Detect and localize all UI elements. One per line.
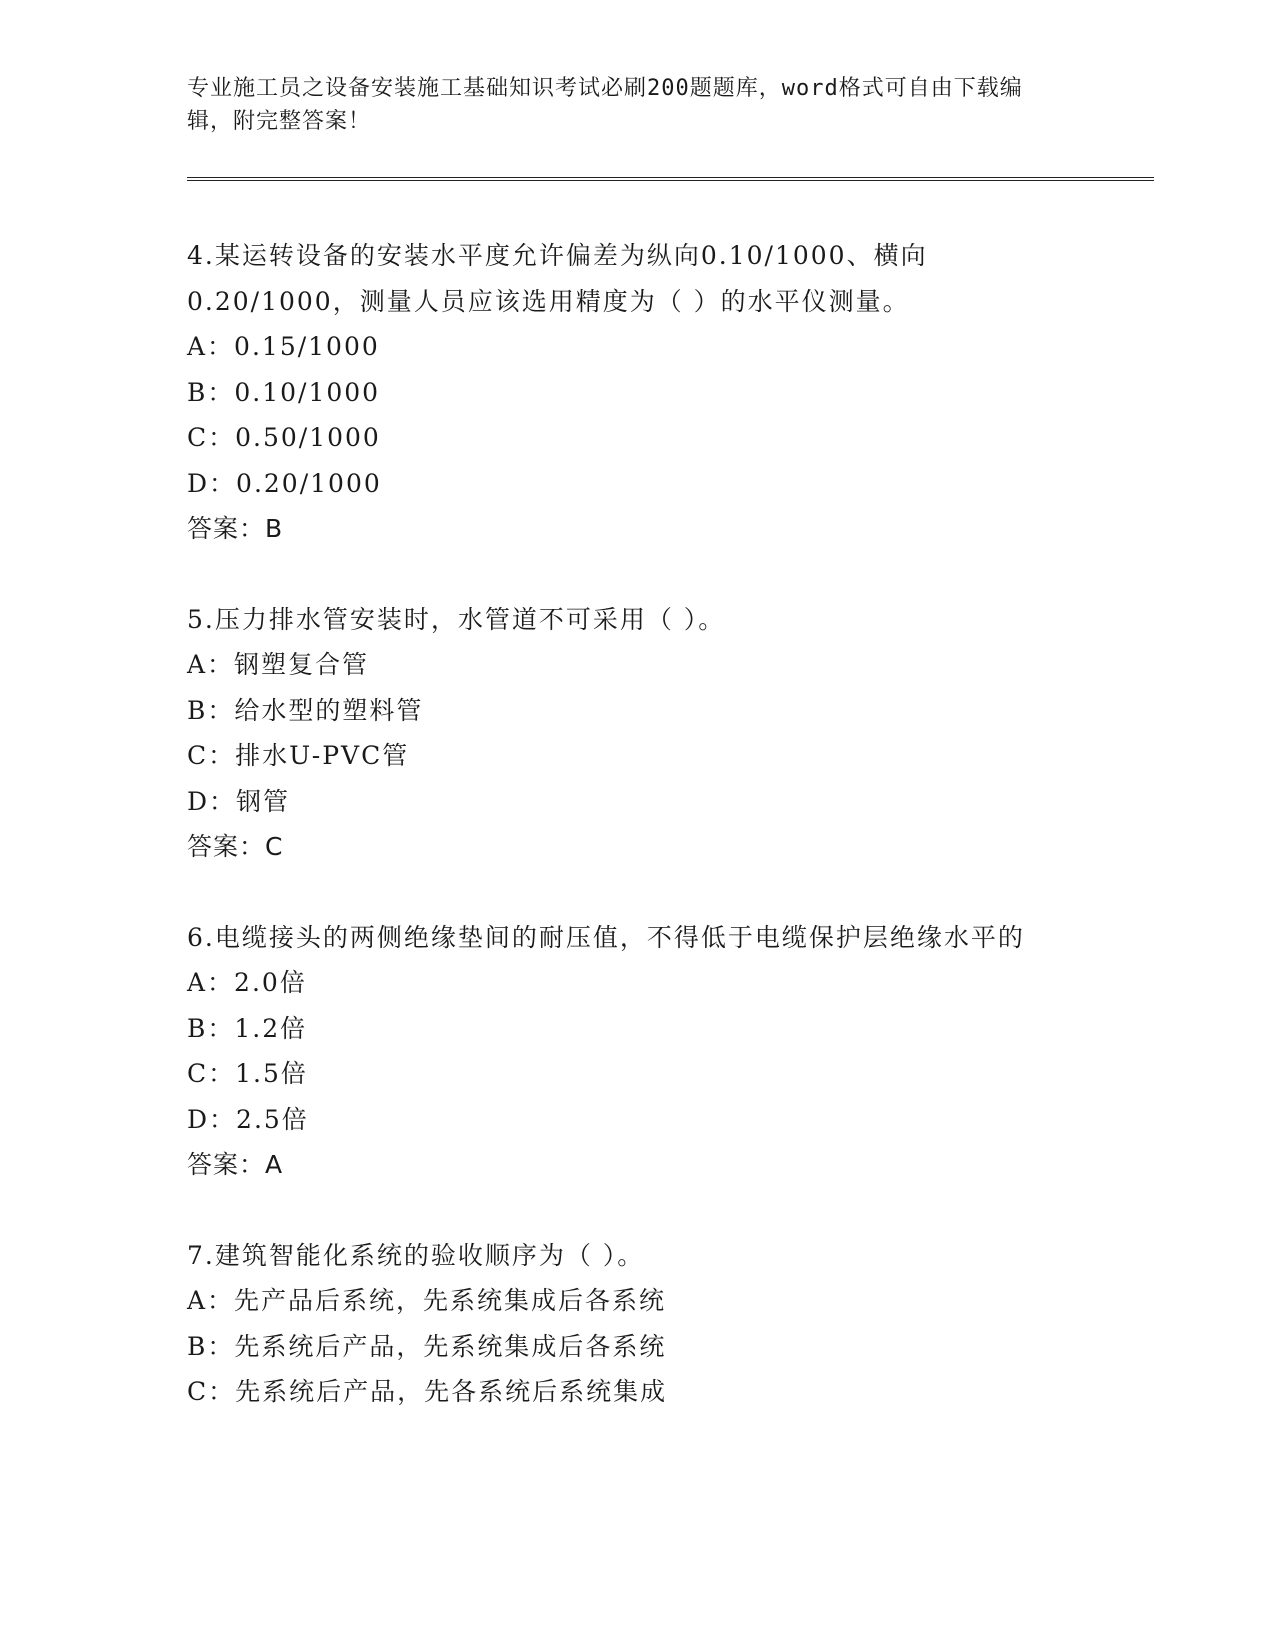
question-stem: 6.电缆接头的两侧绝缘垫间的耐压值，不得低于电缆保护层绝缘水平的 bbox=[187, 922, 1025, 952]
option-a: A：先产品后系统，先系统集成后各系统 bbox=[187, 1286, 667, 1315]
option-b: B：先系统后产品，先系统集成后各系统 bbox=[187, 1331, 667, 1361]
page-header bbox=[187, 72, 1067, 138]
question-6 bbox=[187, 915, 1087, 1188]
option-c: C：1.5倍 bbox=[187, 1059, 308, 1088]
header-title: 专业施工员之设备安装施工基础知识考试必刷200题题库，word格式可自由下载编辑，附完整答案！ bbox=[187, 76, 1023, 134]
question-7 bbox=[187, 1233, 1087, 1415]
answer: 答案：A bbox=[187, 1150, 284, 1179]
question-stem: 7.建筑智能化系统的验收顺序为（ ）。 bbox=[187, 1240, 645, 1270]
option-c: C：先系统后产品，先各系统后系统集成 bbox=[187, 1377, 668, 1406]
option-a: A：0.15/1000 bbox=[187, 332, 380, 361]
option-a: A：2.0倍 bbox=[187, 968, 307, 997]
option-d: D：钢管 bbox=[187, 786, 291, 816]
question-stem: 4.某运转设备的安装水平度允许偏差为纵向0.10/1000、横向0.20/1000，测量人员应该选用精度为（ ）的水平仪测量。 bbox=[187, 241, 928, 316]
option-d: D：2.5倍 bbox=[187, 1104, 309, 1134]
option-c: C：排水U-PVC管 bbox=[187, 741, 410, 770]
option-b: B：0.10/1000 bbox=[187, 377, 381, 407]
option-d: D：0.20/1000 bbox=[187, 468, 382, 498]
option-c: C：0.50/1000 bbox=[187, 423, 381, 452]
option-b: B：1.2倍 bbox=[187, 1013, 308, 1043]
answer: 答案：C bbox=[187, 832, 284, 861]
option-b: B：给水型的塑料管 bbox=[187, 695, 424, 725]
question-5 bbox=[187, 597, 1087, 870]
answer: 答案：B bbox=[187, 514, 284, 543]
question-list bbox=[187, 233, 1087, 1460]
option-a: A：钢塑复合管 bbox=[187, 650, 370, 679]
question-stem: 5.压力排水管安装时，水管道不可采用（ ）。 bbox=[187, 604, 726, 634]
question-4 bbox=[187, 233, 1087, 552]
header-divider bbox=[187, 177, 1154, 181]
